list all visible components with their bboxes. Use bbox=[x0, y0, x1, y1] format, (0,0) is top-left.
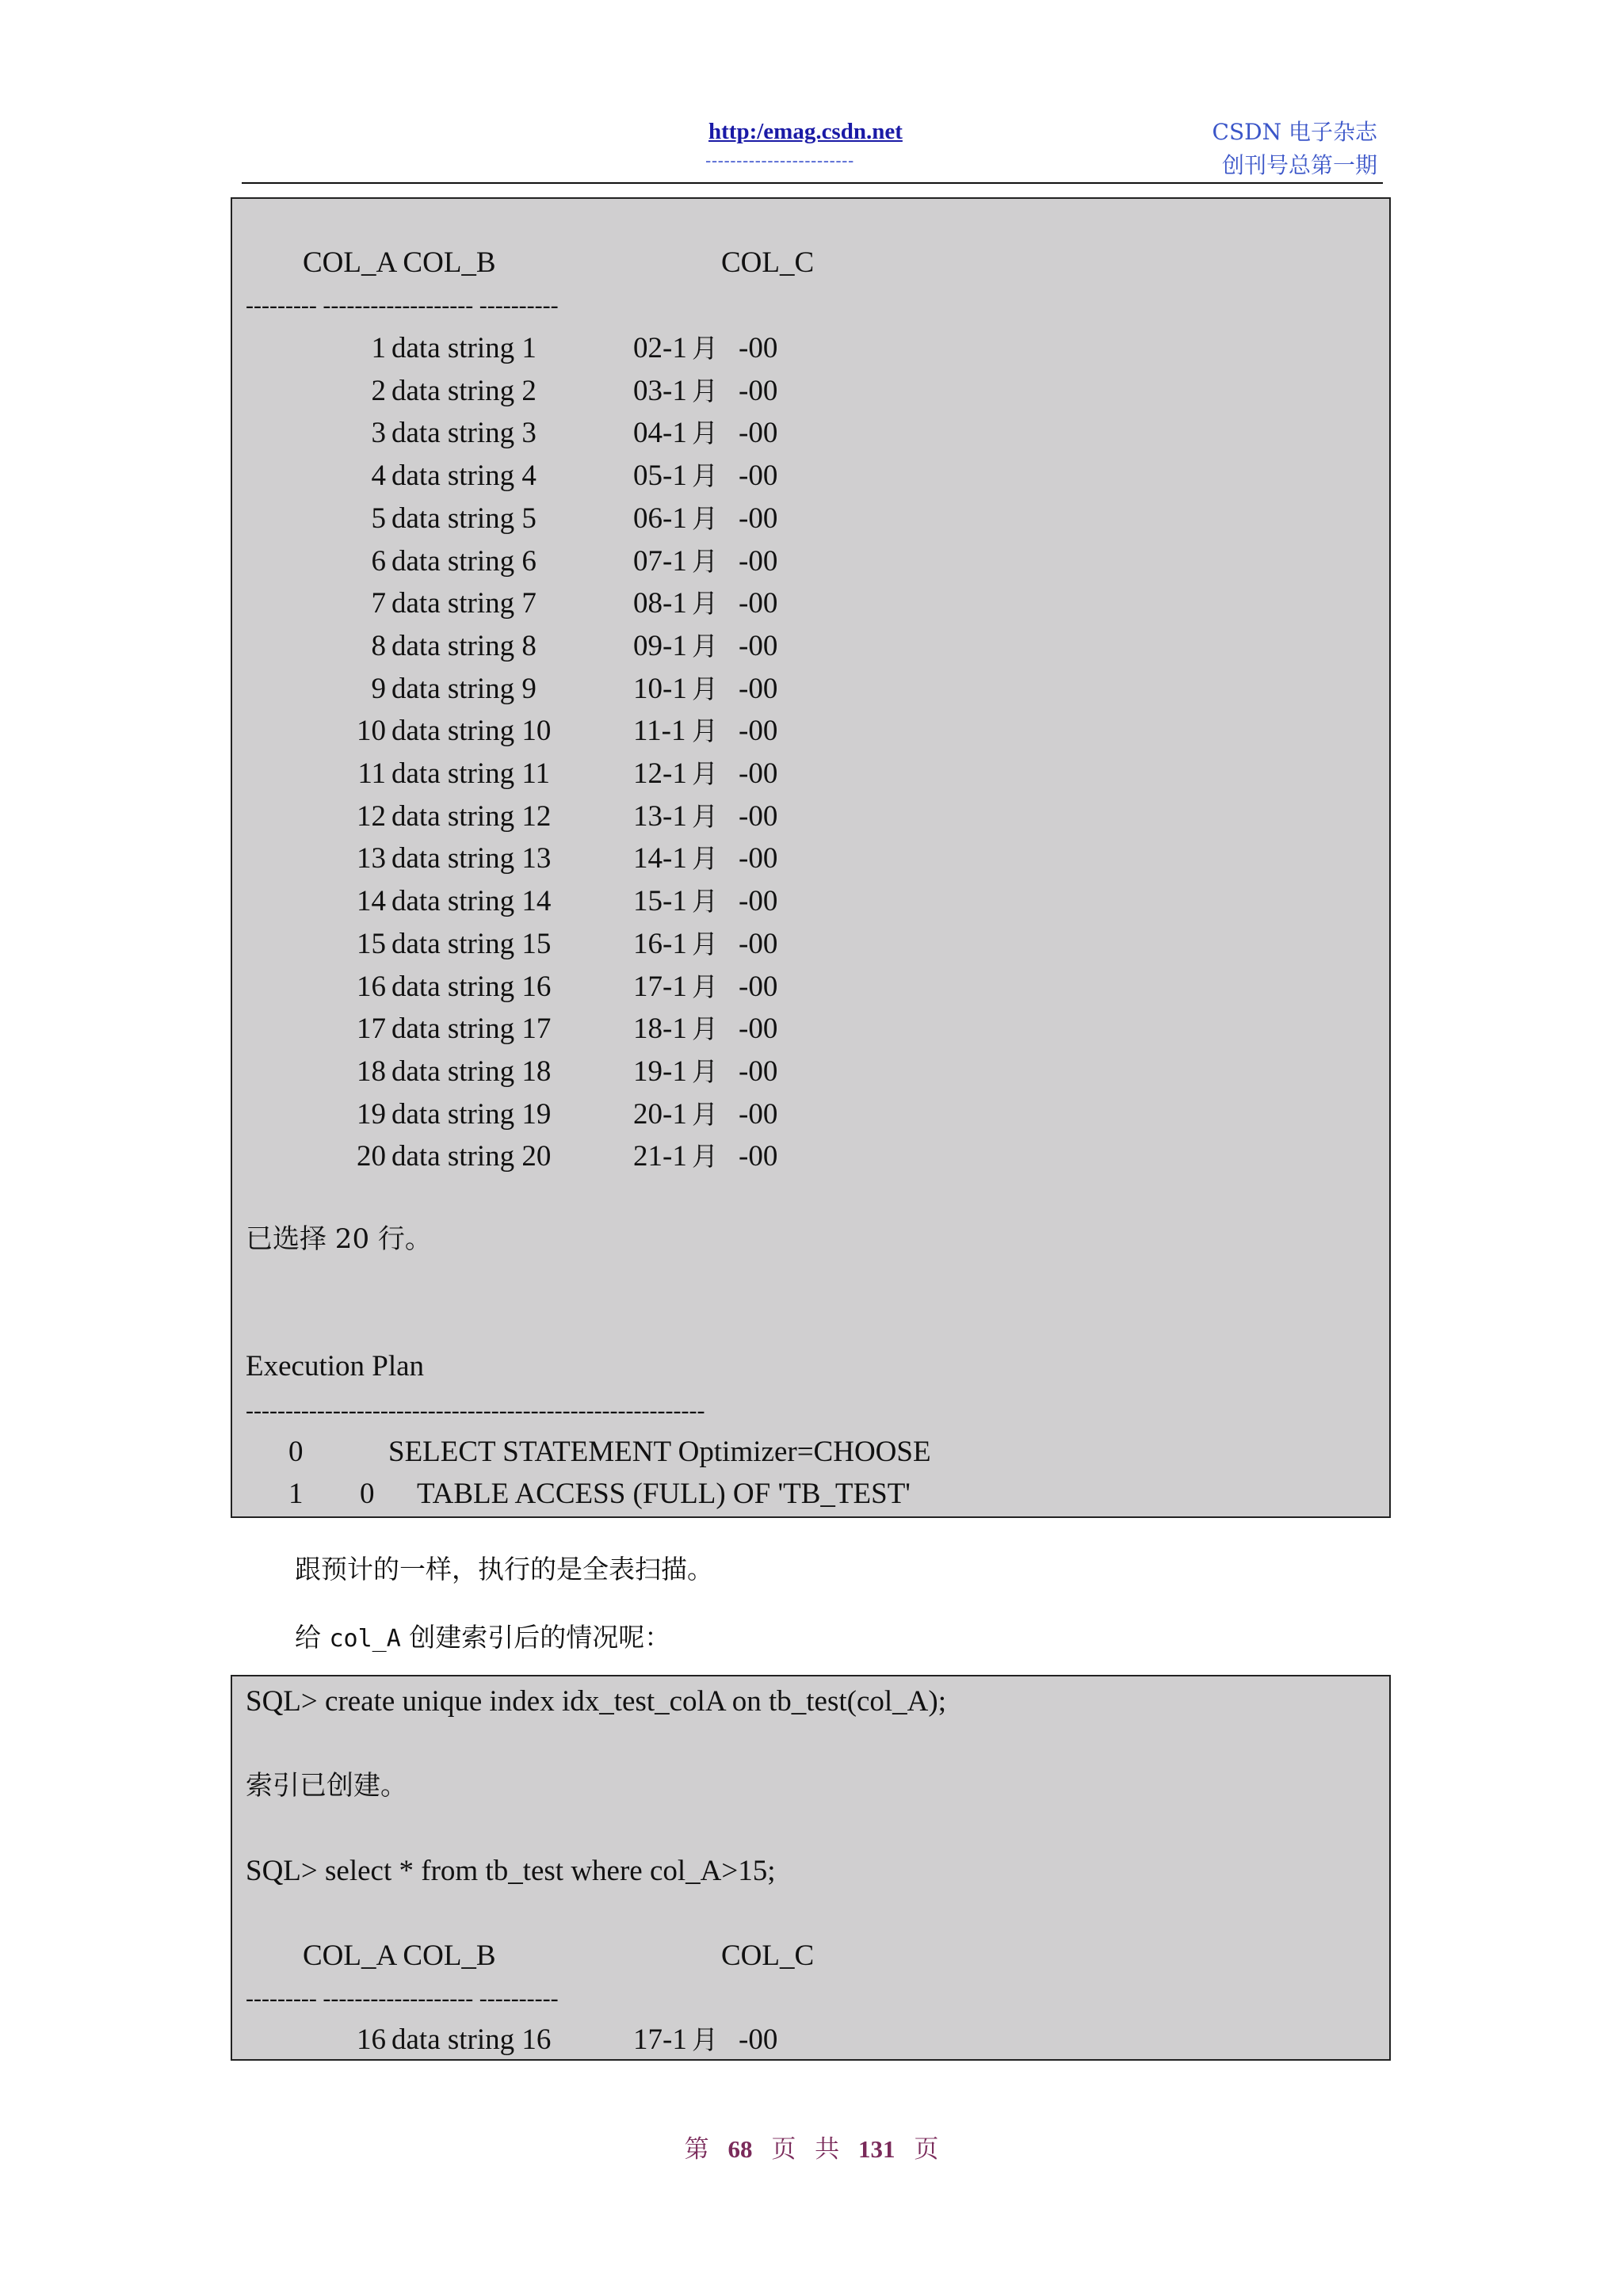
col-c-month: 月 bbox=[692, 2024, 718, 2055]
col-c-month: 月 bbox=[692, 673, 718, 704]
col-c-tail: -00 bbox=[739, 927, 778, 960]
col-b-value: data string 20 bbox=[391, 1140, 552, 1173]
col-c-month: 月 bbox=[692, 1141, 718, 1173]
footer-prefix: 第 bbox=[684, 2135, 709, 2164]
paragraph-full-scan-note: 跟预计的一样，执行的是全表扫描。 bbox=[295, 1554, 713, 1585]
col-c-day: 10-1 bbox=[633, 672, 687, 705]
col-c-tail: -00 bbox=[739, 715, 778, 748]
col-c-day: 04-1 bbox=[633, 417, 687, 450]
col-c-tail: -00 bbox=[739, 1013, 778, 1046]
col-c-month: 月 bbox=[692, 886, 718, 917]
col-c-tail: -00 bbox=[739, 544, 778, 578]
col-c-tail: -00 bbox=[739, 502, 778, 535]
col-c-tail: -00 bbox=[739, 1055, 778, 1088]
col-a-value: 18 bbox=[357, 1055, 386, 1088]
col-c-tail: -00 bbox=[739, 970, 778, 1003]
col-a-value: 6 bbox=[371, 544, 386, 578]
col-b-value: data string 18 bbox=[391, 1055, 552, 1088]
col-c-day: 19-1 bbox=[633, 1055, 687, 1088]
plan-step-id: 1 bbox=[288, 1478, 304, 1510]
col-c-tail: -00 bbox=[739, 799, 778, 833]
sql-create-index-command: SQL> create unique index idx_test_colA on tb_test(col_A); bbox=[246, 1685, 947, 1718]
sql-select-command: SQL> select * from tb_test where col_A>15; bbox=[246, 1855, 776, 1887]
col-a-value: 17 bbox=[357, 1013, 386, 1046]
page-total: 131 bbox=[858, 2135, 896, 2163]
column-separator: --------- ------------------- ---------- bbox=[246, 292, 559, 318]
col-a-value: 1 bbox=[371, 332, 386, 364]
col-c-month: 月 bbox=[692, 333, 718, 364]
col-c-day: 03-1 bbox=[633, 374, 687, 407]
col-b-value: data string 11 bbox=[391, 757, 551, 790]
col-c-month: 月 bbox=[692, 545, 718, 577]
col-c-day: 21-1 bbox=[633, 1140, 687, 1173]
footer-middle: 页 共 bbox=[771, 2135, 840, 2164]
col-c-month: 月 bbox=[692, 758, 718, 789]
col-c-day: 06-1 bbox=[633, 502, 687, 535]
col-a-value: 16 bbox=[357, 2023, 386, 2056]
col-c-day: 02-1 bbox=[633, 332, 687, 364]
header-link[interactable]: http:/emag.csdn.net bbox=[708, 119, 903, 144]
col-c-tail: -00 bbox=[739, 332, 778, 364]
header-magazine-info bbox=[1212, 116, 1377, 182]
col-b-value: data string 8 bbox=[391, 629, 537, 662]
page-number: 68 bbox=[727, 2135, 753, 2163]
para-prefix: 给 bbox=[295, 1622, 330, 1653]
col-c-day: 14-1 bbox=[633, 842, 687, 875]
col-b-value: data string 15 bbox=[391, 927, 552, 960]
footer-suffix: 页 bbox=[914, 2135, 939, 2164]
col-c-tail: -00 bbox=[739, 417, 778, 450]
column-header-c: COL_C bbox=[721, 246, 815, 279]
plan-parent-id: 0 bbox=[360, 1478, 375, 1510]
col-b-value: data string 5 bbox=[391, 502, 537, 535]
col-c-month: 月 bbox=[692, 460, 718, 492]
col-c-day: 17-1 bbox=[633, 970, 687, 1003]
code-box-index-query bbox=[231, 1675, 1391, 2061]
col-c-day: 08-1 bbox=[633, 587, 687, 620]
col-c-day: 11-1 bbox=[633, 715, 686, 748]
col-c-tail: -00 bbox=[739, 460, 778, 493]
header-link-dashes: ------------------------ bbox=[705, 151, 854, 170]
header-rule bbox=[242, 182, 1383, 184]
col-a-value: 5 bbox=[371, 502, 386, 535]
col-b-value: data string 16 bbox=[391, 2023, 552, 2056]
col-c-month: 月 bbox=[692, 588, 718, 620]
col-c-month: 月 bbox=[692, 418, 718, 449]
rows-selected-message: 已选择 20 行。 bbox=[246, 1223, 432, 1255]
col-a-value: 13 bbox=[357, 842, 386, 875]
col-b-value: data string 17 bbox=[391, 1013, 552, 1046]
col-c-tail: -00 bbox=[739, 2023, 778, 2056]
col-c-month: 月 bbox=[692, 630, 718, 662]
col-b-value: data string 3 bbox=[391, 417, 537, 450]
paragraph-create-index-intro bbox=[295, 1617, 670, 1654]
col-c-month: 月 bbox=[692, 715, 718, 747]
col-c-day: 12-1 bbox=[633, 757, 687, 790]
col-b-value: data string 4 bbox=[391, 460, 537, 493]
column-header-ab: COL_A COL_B bbox=[303, 246, 496, 279]
col-a-value: 11 bbox=[357, 757, 386, 790]
col-a-value: 3 bbox=[371, 417, 386, 450]
col-b-value: data string 14 bbox=[391, 885, 552, 918]
column-header-c: COL_C bbox=[721, 1939, 815, 1972]
col-c-month: 月 bbox=[692, 502, 718, 534]
col-c-tail: -00 bbox=[739, 842, 778, 875]
col-c-day: 20-1 bbox=[633, 1097, 687, 1131]
col-c-tail: -00 bbox=[739, 757, 778, 790]
col-a-value: 4 bbox=[371, 460, 386, 493]
plan-operation: TABLE ACCESS (FULL) OF 'TB_TEST' bbox=[417, 1478, 911, 1510]
col-c-day: 15-1 bbox=[633, 885, 687, 918]
col-b-value: data string 7 bbox=[391, 587, 537, 620]
col-c-tail: -00 bbox=[739, 672, 778, 705]
col-c-day: 18-1 bbox=[633, 1013, 687, 1046]
col-c-month: 月 bbox=[692, 1098, 718, 1130]
col-b-value: data string 16 bbox=[391, 970, 552, 1003]
col-a-value: 12 bbox=[357, 799, 386, 833]
col-a-value: 19 bbox=[357, 1097, 386, 1131]
column-name-code: col_A bbox=[329, 1625, 401, 1653]
col-c-month: 月 bbox=[692, 843, 718, 875]
column-header-ab: COL_A COL_B bbox=[303, 1939, 496, 1972]
magazine-name: CSDN 电子杂志 bbox=[1212, 119, 1377, 145]
col-a-value: 10 bbox=[357, 715, 386, 748]
col-c-day: 07-1 bbox=[633, 544, 687, 578]
index-created-message: 索引已创建。 bbox=[246, 1770, 407, 1802]
col-b-value: data string 13 bbox=[391, 842, 552, 875]
col-a-value: 15 bbox=[357, 927, 386, 960]
col-c-month: 月 bbox=[692, 928, 718, 959]
para-suffix: 创建索引后的情况呢： bbox=[400, 1622, 671, 1653]
col-b-value: data string 6 bbox=[391, 544, 537, 578]
col-c-month: 月 bbox=[692, 1055, 718, 1087]
col-c-month: 月 bbox=[692, 1013, 718, 1045]
plan-operation: SELECT STATEMENT Optimizer=CHOOSE bbox=[388, 1436, 931, 1468]
col-a-value: 14 bbox=[357, 885, 386, 918]
col-a-value: 16 bbox=[357, 970, 386, 1003]
column-separator: --------- ------------------- ---------- bbox=[246, 1985, 559, 2012]
col-c-month: 月 bbox=[692, 375, 718, 406]
col-b-value: data string 2 bbox=[391, 374, 537, 407]
col-b-value: data string 1 bbox=[391, 332, 537, 364]
col-a-value: 9 bbox=[371, 672, 386, 705]
col-c-tail: -00 bbox=[739, 374, 778, 407]
issue-label: 创刊号总第一期 bbox=[1221, 152, 1377, 178]
col-c-month: 月 bbox=[692, 800, 718, 832]
col-c-day: 17-1 bbox=[633, 2023, 687, 2056]
col-b-value: data string 9 bbox=[391, 672, 537, 705]
col-b-value: data string 12 bbox=[391, 799, 552, 833]
col-c-tail: -00 bbox=[739, 885, 778, 918]
col-b-value: data string 19 bbox=[391, 1097, 552, 1131]
col-c-day: 05-1 bbox=[633, 460, 687, 493]
col-c-day: 13-1 bbox=[633, 799, 687, 833]
code-box-query-result bbox=[231, 197, 1391, 1518]
col-c-month: 月 bbox=[692, 971, 718, 1002]
col-c-tail: -00 bbox=[739, 629, 778, 662]
execution-plan-separator: ---------------------------------------------------------- bbox=[246, 1398, 705, 1424]
col-c-day: 16-1 bbox=[633, 927, 687, 960]
col-c-tail: -00 bbox=[739, 1097, 778, 1131]
col-c-day: 09-1 bbox=[633, 629, 687, 662]
page-footer bbox=[0, 2129, 1623, 2164]
plan-step-id: 0 bbox=[288, 1436, 304, 1468]
col-b-value: data string 10 bbox=[391, 715, 552, 748]
col-a-value: 20 bbox=[357, 1140, 386, 1173]
col-a-value: 7 bbox=[371, 587, 386, 620]
col-a-value: 2 bbox=[371, 374, 386, 407]
col-c-tail: -00 bbox=[739, 1140, 778, 1173]
execution-plan-title: Execution Plan bbox=[246, 1350, 425, 1383]
col-a-value: 8 bbox=[371, 629, 386, 662]
col-c-tail: -00 bbox=[739, 587, 778, 620]
